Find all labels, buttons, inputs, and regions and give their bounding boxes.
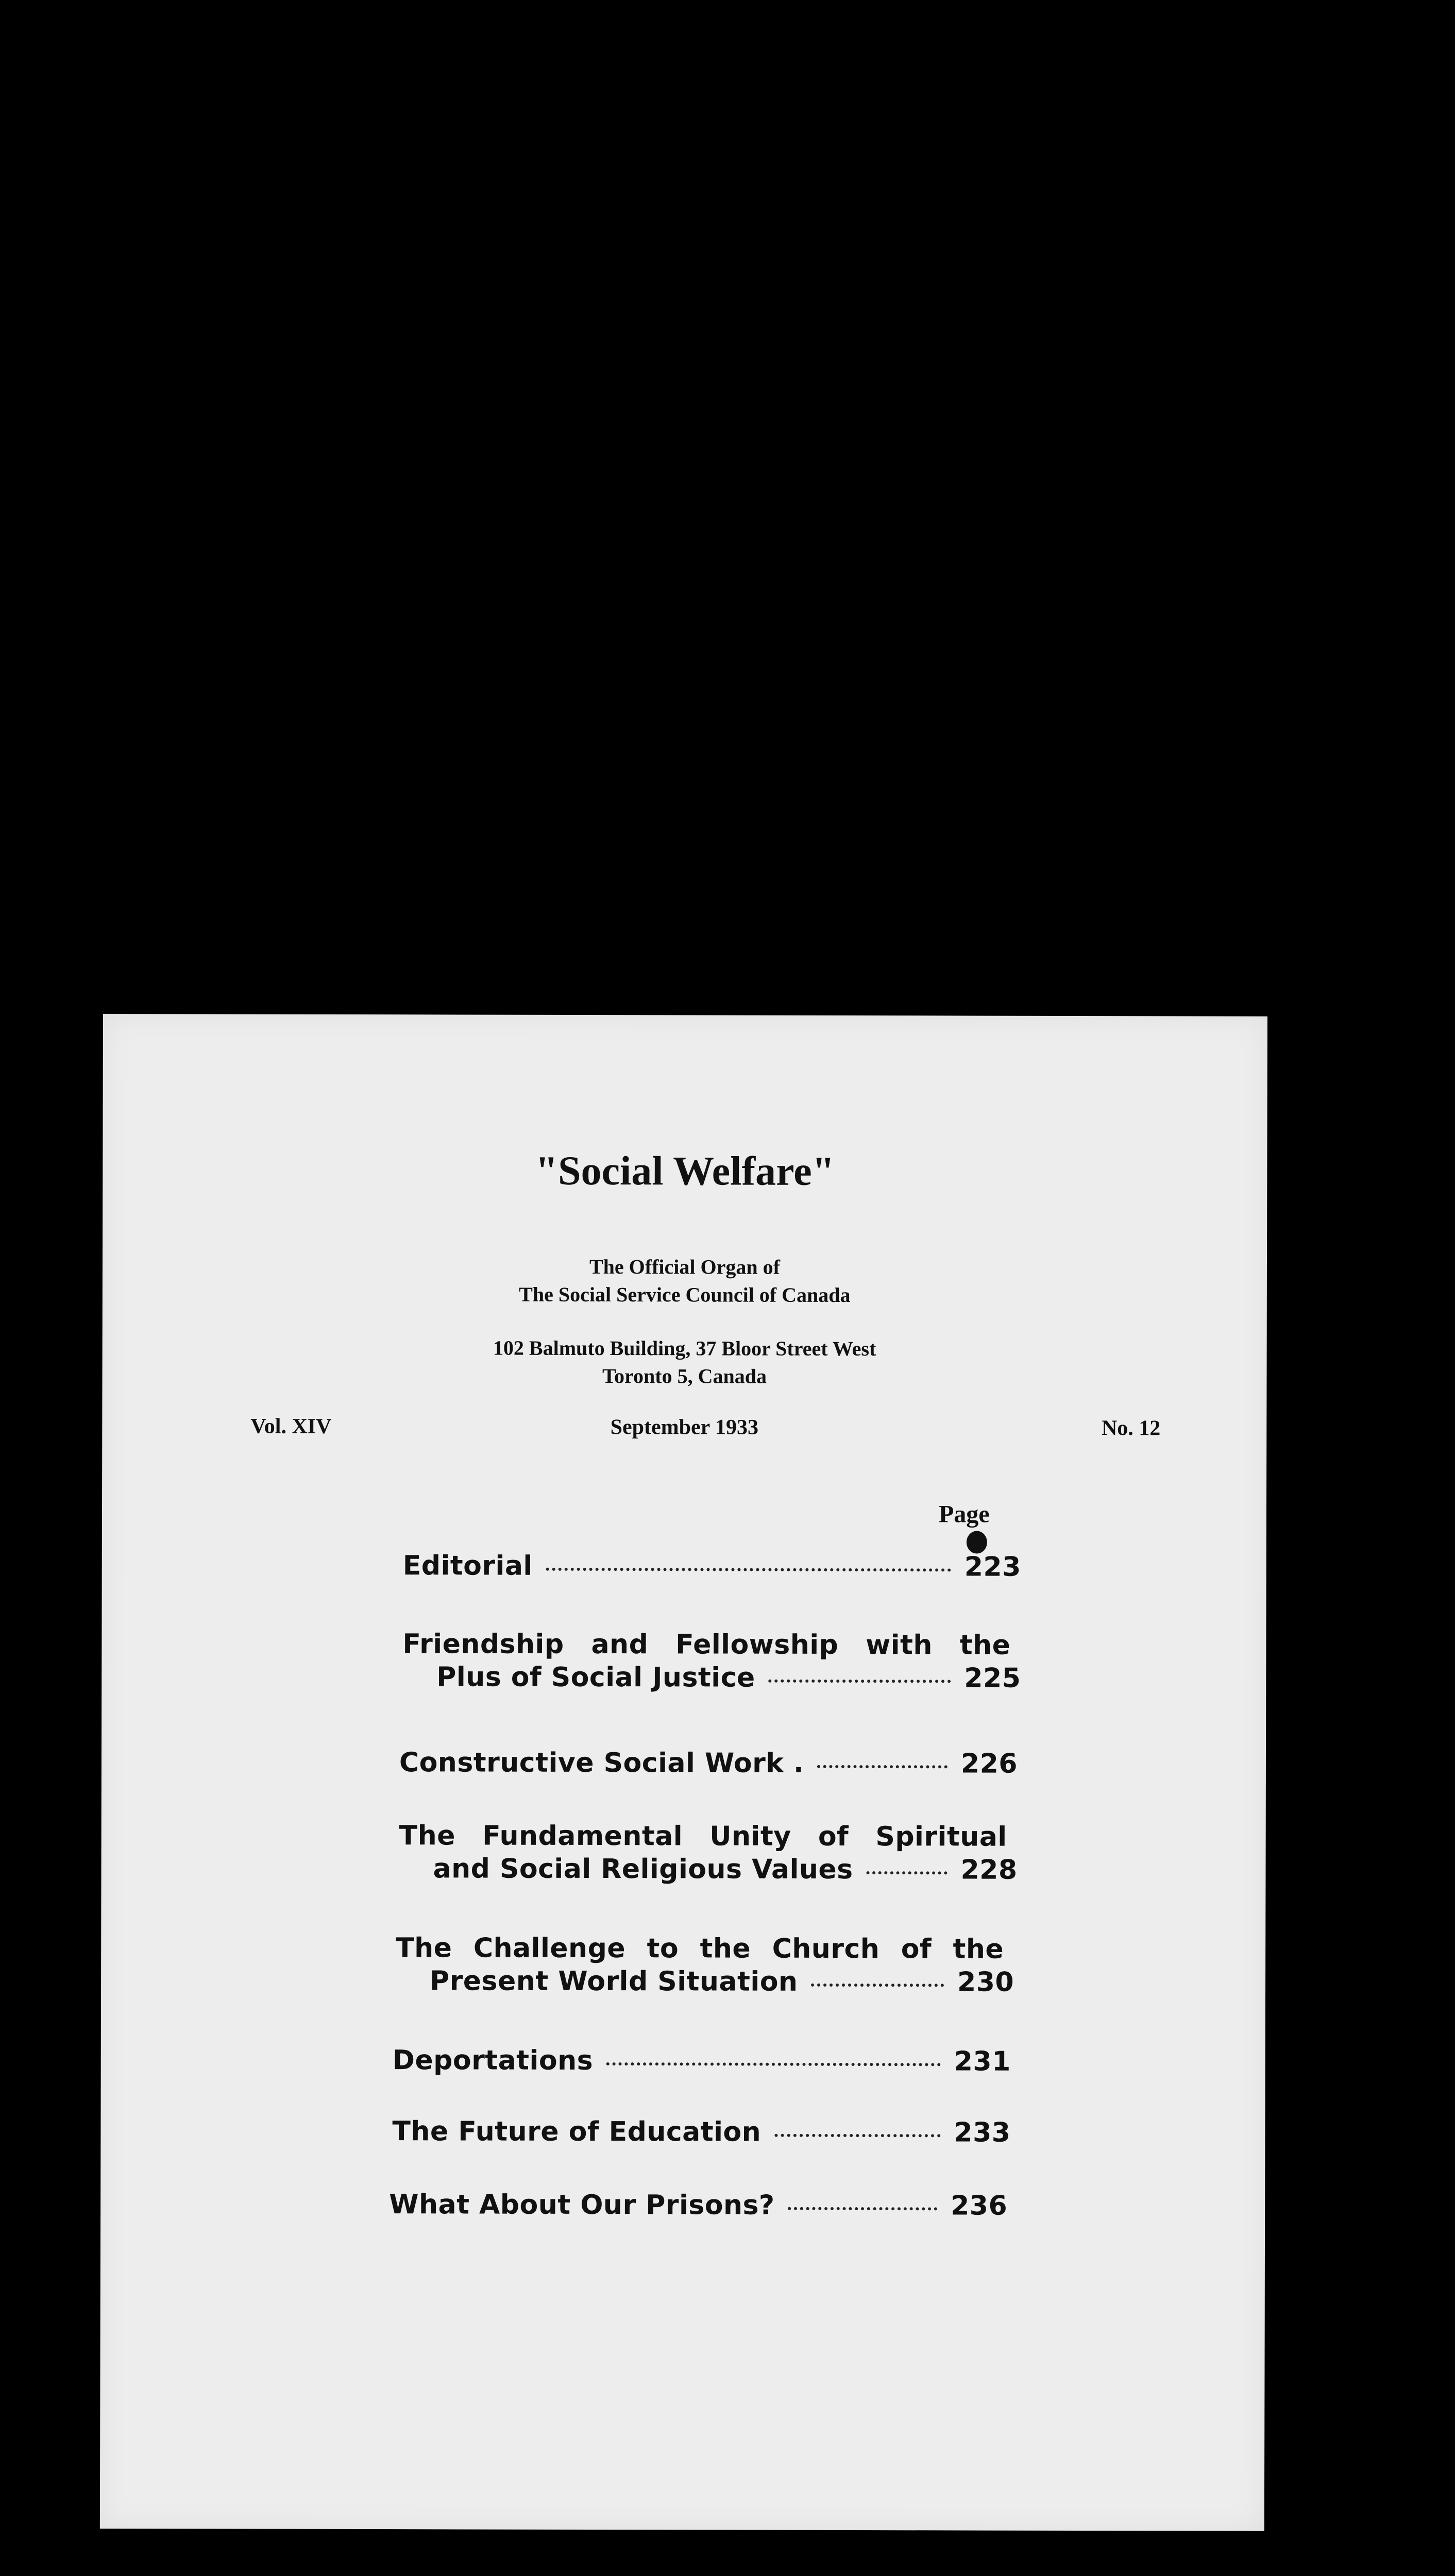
toc-entry-title: The Fundamental Unity of Spiritual: [399, 1820, 1007, 1853]
toc-entry-title: Constructive Social Work .: [399, 1747, 804, 1779]
issue-date: September 1933: [610, 1415, 759, 1439]
toc-entry: [402, 1628, 1021, 1694]
toc-entry: [396, 1931, 1014, 1998]
dot-leader: [817, 1765, 948, 1769]
toc-entry: [399, 1819, 1018, 1886]
organ-line-2: The Social Service Council of Canada: [519, 1282, 851, 1307]
dot-leader: [546, 1568, 951, 1572]
dot-leader: [606, 2062, 941, 2066]
dot-leader: [811, 1984, 944, 1987]
toc-page-number: 236: [951, 2190, 1008, 2222]
toc-entry-title: Present World Situation: [430, 1965, 798, 1997]
issue-number: No. 12: [1101, 1416, 1161, 1440]
page-column-heading: Page: [938, 1500, 990, 1528]
toc-entry-title: The Future of Education: [392, 2116, 762, 2148]
volume-label: Vol. XIV: [250, 1414, 332, 1438]
toc-entry-title: Deportations: [392, 2045, 594, 2076]
toc-page-number: 228: [960, 1854, 1018, 1886]
table-of-contents: [100, 1014, 1267, 2531]
address-line-2: Toronto 5, Canada: [602, 1364, 767, 1388]
toc-page-number: 223: [964, 1551, 1021, 1583]
toc-entry: [399, 1746, 1018, 1780]
organ-line-1: The Official Organ of: [589, 1255, 781, 1279]
dot-leader: [769, 1680, 951, 1683]
toc-page-number: 233: [954, 2117, 1011, 2148]
address-line-1: 102 Balmuto Building, 37 Bloor Street West: [493, 1336, 876, 1361]
toc-entry: [392, 2115, 1011, 2149]
toc-entry: [402, 1549, 1021, 1583]
toc-entry-title: The Challenge to the Church of the: [396, 1933, 1004, 1965]
dot-leader: [788, 2207, 938, 2211]
toc-entry-title: Editorial: [402, 1550, 533, 1582]
toc-entry: [392, 2044, 1011, 2078]
toc-entry-title: Plus of Social Justice: [436, 1662, 755, 1693]
journal-title: "Social Welfare": [535, 1148, 835, 1194]
toc-entry-title: What About Our Prisons?: [389, 2189, 775, 2221]
toc-page-number: 225: [964, 1663, 1021, 1694]
toc-page-number: 226: [960, 1748, 1018, 1780]
document-page: [100, 1014, 1267, 2531]
toc-entry-title: and Social Religious Values: [433, 1853, 853, 1886]
dot-leader: [867, 1871, 948, 1874]
toc-entry: [389, 2188, 1008, 2222]
toc-page-number: 230: [957, 1967, 1014, 1998]
dot-leader: [774, 2134, 940, 2138]
toc-page-number: 231: [954, 2046, 1011, 2077]
toc-entry-title: Friendship and Fellowship with the: [402, 1629, 1011, 1661]
